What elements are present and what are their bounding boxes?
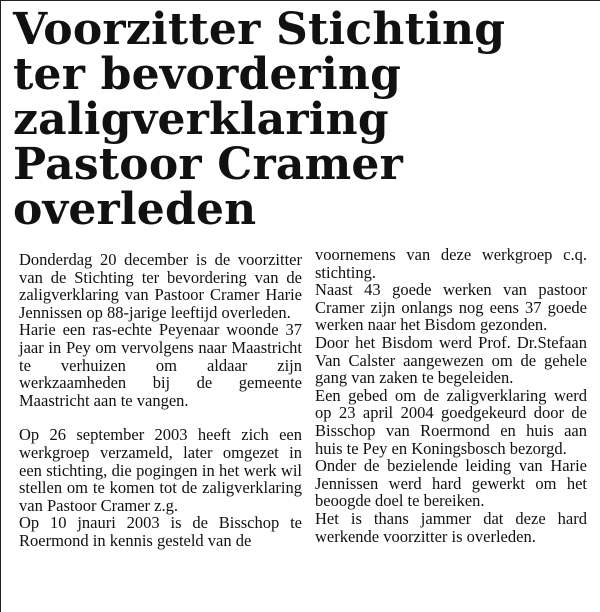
- headline-line: ter bevordering: [13, 49, 402, 100]
- article-paragraph: Het is thans jammer dat deze hard werkende voorzitter is overleden.: [315, 508, 587, 546]
- article-paragraph: Harie een ras-echte Peyenaar woonde 37 jaar in Pey om vervolgens naar Maastricht te verhuizen om aldaar zijn werkzaamheden bij de gemeente Maastricht aan te vangen.: [19, 320, 302, 410]
- article-paragraph: Onder de bezielende leiding van Harie Jennissen werd hard gewerkt om het beoogde doel te bereiken.: [315, 456, 587, 511]
- headline-line: Pastoor Cramer: [13, 139, 403, 190]
- article-paragraph: Donderdag 20 december is de voorzitter van de Stichting ter bevordering van de zaligverklaring van Pastoor Cramer Harie Jennissen op 88-jarige leeftijd overleden.: [19, 250, 302, 322]
- headline-line: zaligverklaring: [13, 94, 389, 145]
- article-paragraph: Op 26 september 2003 heeft zich een werkgroep verzameld, later omgezet in een stichting, die pogingen in het werk wil stellen om te komen tot de zaligverklaring van Pastoor Cramer z.g.: [19, 425, 302, 515]
- article-column-left: [19, 251, 302, 550]
- headline-line: overleden: [13, 184, 257, 235]
- article-headline: [13, 4, 593, 235]
- article-paragraph: voornemens van deze werkgroep c.q. stichting.: [315, 245, 587, 282]
- headline-line: Voorzitter Stichting: [13, 4, 506, 55]
- article-paragraph: Door het Bisdom werd Prof. Dr.Stefaan Van Calster aangewezen om de gehele gang van zaken te begeleiden.: [315, 332, 587, 388]
- article-paragraph: Op 10 jnauri 2003 is de Bisschop te Roermond in kennis gesteld van de: [19, 513, 302, 550]
- article-paragraph: Naast 43 goede werken van pastoor Cramer zijn onlangs nog eens 37 goede werken naar het Bisdom gezonden.: [315, 280, 587, 335]
- article-paragraph: Een gebed om de zaligverklaring werd op 23 april 2004 goedgekeurd door de Bisschop van Roermond en huis aan huis te Pey en Koningsbosch bezorgd.: [315, 385, 587, 458]
- article-column-right: [315, 246, 587, 545]
